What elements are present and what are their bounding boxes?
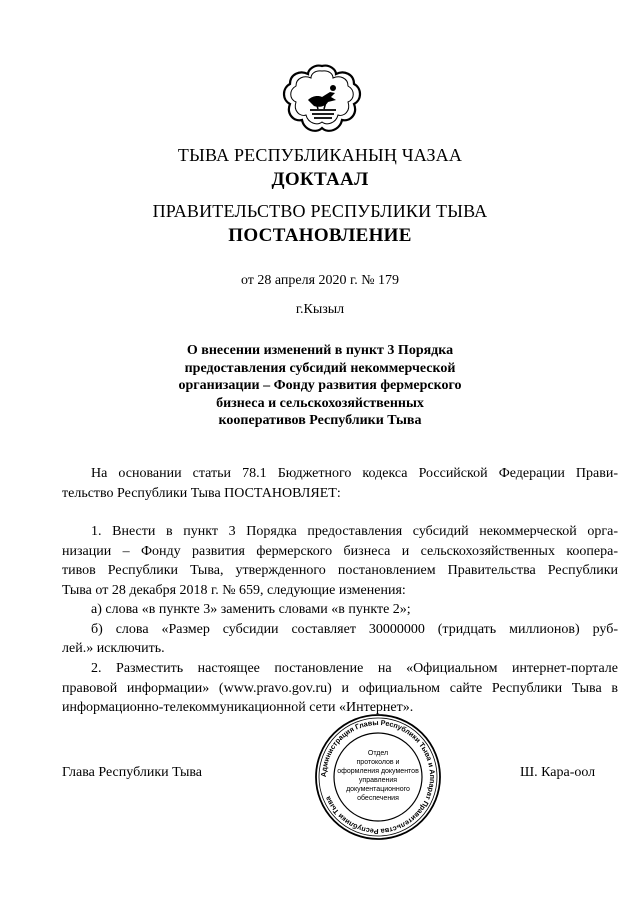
text-line: 1. Внести в пункт 3 Порядка предоставления субсидий некоммерческой орга- bbox=[91, 524, 618, 539]
title-line: бизнеса и сельскохозяйственных bbox=[216, 395, 424, 411]
document-date-number: от 28 апреля 2020 г. № 179 bbox=[240, 273, 400, 288]
title-line: организации – Фонду развития фермерского bbox=[178, 378, 462, 393]
header-government: ПРАВИТЕЛЬСТВО РЕСПУБЛИКИ ТЫВА bbox=[152, 201, 488, 221]
text-line: тивов Республики Тыва, утвержденного постановлением Правительства Республики bbox=[62, 563, 618, 578]
coat-of-arms-emblem bbox=[280, 62, 364, 138]
text-line: низации – Фонду развития фермерского бизнеса и сельскохозяйственных коопера- bbox=[62, 543, 618, 559]
document-title bbox=[0, 342, 640, 430]
text-line: 2. Разместить настоящее постановление на «Официальном интернет-портале bbox=[91, 661, 618, 676]
stamp-center-line: протоколов и bbox=[356, 759, 400, 766]
header-postanovlenie: ПОСТАНОВЛЕНИЕ bbox=[228, 225, 412, 246]
item-1-paragraph bbox=[62, 522, 618, 659]
text-line: б) слова «Размер субсидии составляет 30000000 (тридцать миллионов) руб- bbox=[91, 621, 618, 637]
title-line: О внесении изменений в пункт 3 Порядка bbox=[186, 343, 454, 358]
stamp-ring-text: Администрация Главы Республики Тыва и Аппарат Правительства Республики Тыва bbox=[318, 717, 438, 837]
text-line: лей.» исключить. bbox=[62, 641, 165, 656]
item-1a-line: а) слова «в пункте 3» заменить словами «в пункте 2»; bbox=[91, 602, 411, 617]
item-2-paragraph bbox=[62, 659, 618, 718]
text-line: Тыва от 28 декабря 2018 г. № 659, следующие изменения: bbox=[62, 582, 406, 598]
stamp-center-line: оформления документов bbox=[337, 768, 419, 775]
stamp-center-line: управления bbox=[358, 777, 398, 784]
document-city: г.Кызыл bbox=[295, 302, 345, 317]
header-tuvan-government: ТЫВА РЕСПУБЛИКАНЫҢ ЧАЗАА bbox=[177, 145, 463, 165]
preamble-paragraph bbox=[62, 464, 618, 503]
signatory-name: Ш. Кара-оол bbox=[520, 765, 596, 780]
stamp-center-line: обеспечения bbox=[357, 795, 399, 802]
title-line: кооперативов Республики Тыва bbox=[218, 413, 422, 428]
stamp-center-line: документационного bbox=[346, 786, 410, 793]
stamp-center-line: Отдел bbox=[367, 750, 389, 757]
title-line: предоставления субсидий некоммерческой bbox=[184, 360, 456, 376]
official-stamp bbox=[313, 712, 443, 842]
text-line: правовой информации» (www.pravo.gov.ru) и официальном сайте Республики Тыва в bbox=[62, 680, 618, 696]
header-tuvan-doctaal: ДОКТААЛ bbox=[271, 169, 369, 190]
text-line: На основании статьи 78.1 Бюджетного кодекса Российской Федерации Прави- bbox=[91, 466, 618, 481]
text-line: информационно-телекоммуникационной сети «Интернет». bbox=[62, 700, 414, 715]
text-line: тельство Республики Тыва ПОСТАНОВЛЯЕТ: bbox=[62, 485, 341, 501]
signatory-position: Глава Республики Тыва bbox=[62, 765, 203, 780]
